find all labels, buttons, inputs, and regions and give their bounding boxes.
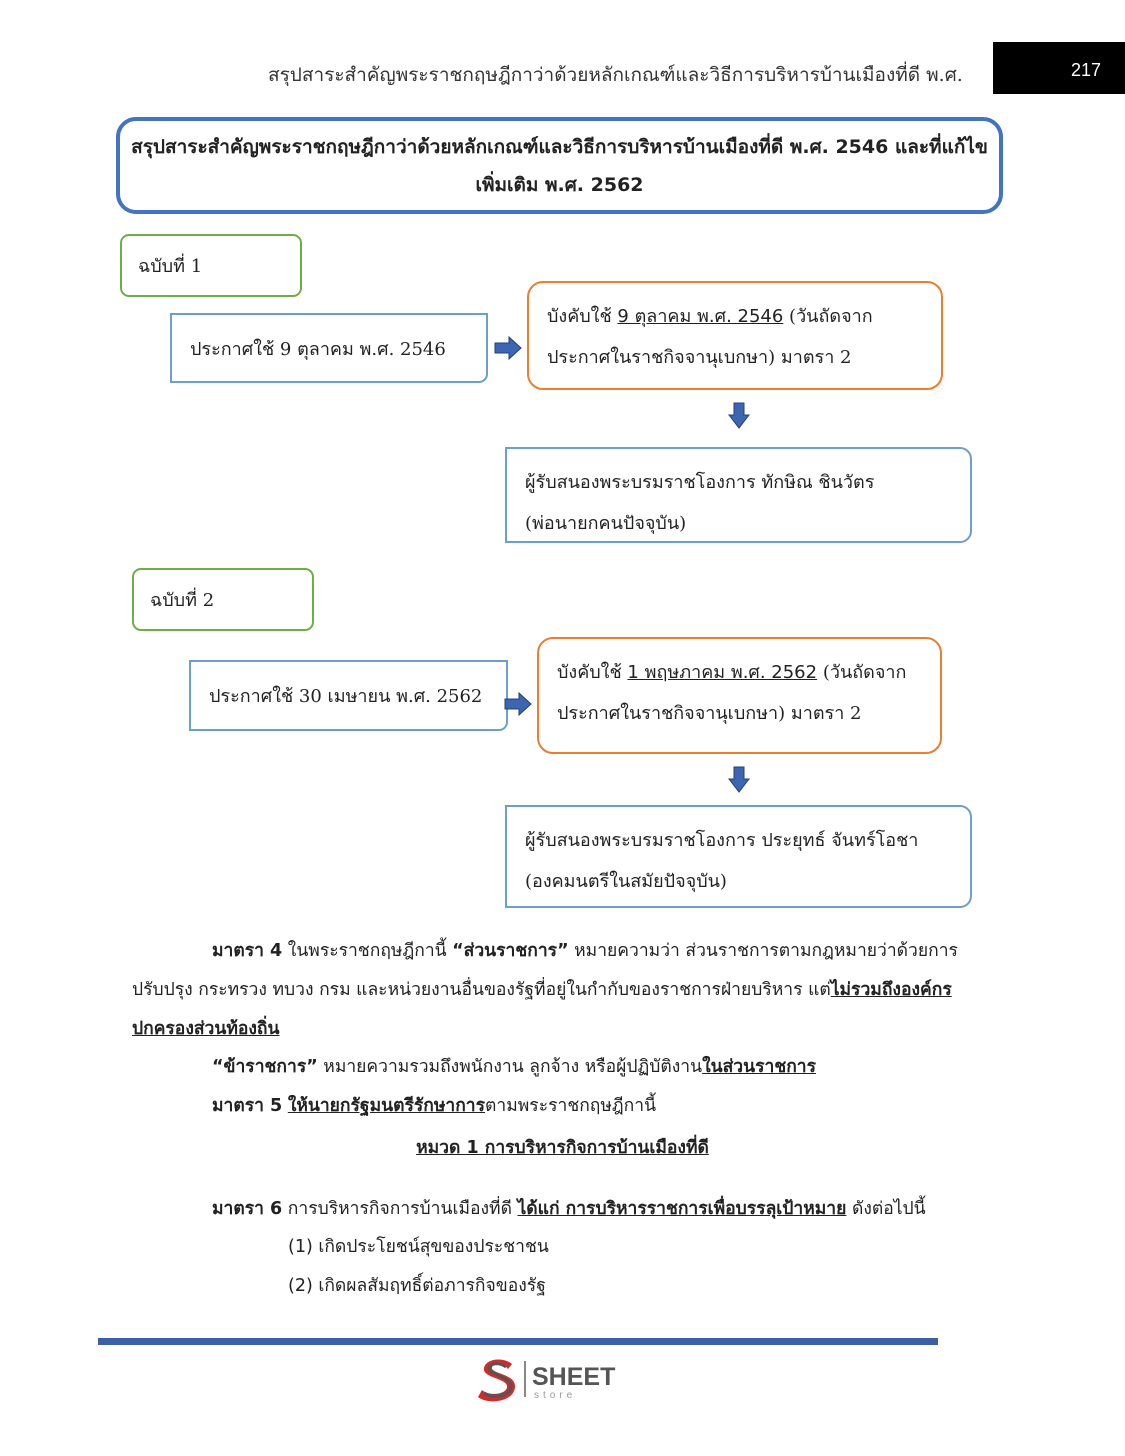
effective-prefix: บังคับใช้ <box>557 662 628 683</box>
edition1-responder-box <box>505 447 972 543</box>
edition1-effective-line2: ประกาศในราชกิจจานุเบกษา) มาตรา 2 <box>547 347 852 368</box>
edition2-effective-date: 1 พฤษภาคม พ.ศ. 2562 <box>627 662 818 683</box>
logo-text: SHEET <box>532 1363 616 1391</box>
section6-line <box>212 1194 926 1222</box>
edition2-announced-box <box>189 660 508 731</box>
effective-suffix: (วันถัดจาก <box>817 662 907 683</box>
edition2-label-box <box>132 568 314 631</box>
section4-term: “ส่วนราชการ” <box>452 941 569 961</box>
running-header: สรุปสาระสำคัญพระราชกฤษฎีกาว่าด้วยหลักเกณฑ์และวิธีการบริหารบ้านเมืองที่ดี พ.ศ. <box>268 64 963 86</box>
section4-line2 <box>132 975 952 1003</box>
definition-term: “ข้าราชการ” <box>212 1057 318 1077</box>
definition-text: หมายความรวมถึงพนักงาน ลูกจ้าง หรือผู้ปฏิบัติงาน <box>317 1057 703 1077</box>
edition2-effective-line1 <box>557 652 922 693</box>
effective-prefix: บังคับใช้ <box>547 306 618 327</box>
edition2-responder-box <box>505 805 972 908</box>
chapter-heading: หมวด 1 การบริหารกิจการบ้านเมืองที่ดี <box>416 1138 709 1158</box>
section4-line3: ปกครองส่วนท้องถิ่น <box>132 1019 280 1039</box>
section4-text: ในพระราชกฤษฎีกานี้ <box>282 941 453 961</box>
footer-rule <box>98 1338 938 1345</box>
section5-line <box>212 1091 656 1119</box>
section6-item1: (1) เกิดประโยชน์สุขของประชาชน <box>288 1237 549 1257</box>
section6-text: ดังต่อไปนี้ <box>846 1199 926 1219</box>
logo-divider <box>524 1361 526 1397</box>
page-number-box <box>993 42 1125 94</box>
section5-emphasis: ให้นายกรัฐมนตรีรักษาการ <box>287 1096 486 1116</box>
section4-emphasis: ไม่รวมถึงองค์กร <box>830 980 952 1000</box>
definition-civil-servant <box>212 1052 816 1080</box>
effective-suffix: (วันถัดจาก <box>783 306 873 327</box>
section6-item2: (2) เกิดผลสัมฤทธิ์ต่อภารกิจของรัฐ <box>288 1276 546 1296</box>
edition2-effective-box <box>537 637 942 754</box>
logo-subtext: store <box>534 1390 577 1401</box>
edition1-effective-line1 <box>547 296 923 337</box>
edition2-responder-line1: ผู้รับสนองพระบรมราชโองการ ประยุทธ์ จันทร์โอชา <box>525 830 919 851</box>
section5-label: มาตรา 5 <box>212 1096 283 1116</box>
down-arrow-icon <box>728 766 750 793</box>
right-arrow-icon <box>504 692 532 716</box>
edition1-responder-line2: (พ่อนายกคนปัจจุบัน) <box>525 513 687 534</box>
definition-emphasis: ในส่วนราชการ <box>702 1057 817 1077</box>
section6-emphasis: ได้แก่ การบริหารราชการเพื่อบรรลุเป้าหมาย <box>517 1199 847 1219</box>
edition2-label: ฉบับที่ 2 <box>150 590 215 611</box>
sheet-store-logo <box>476 1357 626 1405</box>
edition2-responder-line2: (องคมนตรีในสมัยปัจจุบัน) <box>525 871 727 892</box>
page-number: 217 <box>1070 60 1101 80</box>
edition1-effective-box <box>527 281 943 390</box>
down-arrow-icon <box>728 402 750 429</box>
edition1-effective-date: 9 ตุลาคม พ.ศ. 2546 <box>617 306 784 327</box>
logo-s-icon <box>476 1357 520 1403</box>
edition1-announced-box <box>170 313 488 383</box>
section4-text: หมายความว่า ส่วนราชการตามกฎหมายว่าด้วยการ <box>568 941 958 961</box>
edition2-effective-line2: ประกาศในราชกิจจานุเบกษา) มาตรา 2 <box>557 703 862 724</box>
summary-title-line2: เพิ่มเติม พ.ศ. 2562 <box>475 173 644 196</box>
right-arrow-icon <box>494 336 522 360</box>
edition1-announced: ประกาศใช้ 9 ตุลาคม พ.ศ. 2546 <box>190 338 446 360</box>
section5-text: ตามพระราชกฤษฎีกานี้ <box>485 1096 657 1116</box>
section4-line1 <box>212 936 958 964</box>
section4-label: มาตรา 4 <box>212 941 283 961</box>
summary-title-box <box>116 117 1003 214</box>
summary-title-line1: สรุปสาระสำคัญพระราชกฤษฎีกาว่าด้วยหลักเกณฑ์และวิธีการบริหารบ้านเมืองที่ดี พ.ศ. 2546 และที่แก้ไข <box>131 135 988 158</box>
edition1-label-box <box>120 234 302 297</box>
edition1-label: ฉบับที่ 1 <box>138 256 203 277</box>
edition1-responder-line1: ผู้รับสนองพระบรมราชโองการ ทักษิณ ชินวัตร <box>525 472 875 493</box>
section6-text: การบริหารกิจการบ้านเมืองที่ดี <box>282 1199 518 1219</box>
section6-label: มาตรา 6 <box>212 1199 283 1219</box>
edition2-announced: ประกาศใช้ 30 เมษายน พ.ศ. 2562 <box>209 686 483 707</box>
section4-text: ปรับปรุง กระทรวง ทบวง กรม และหน่วยงานอื่นของรัฐที่อยู่ในกำกับของราชการฝ่ายบริหาร แต่ <box>132 980 831 1000</box>
